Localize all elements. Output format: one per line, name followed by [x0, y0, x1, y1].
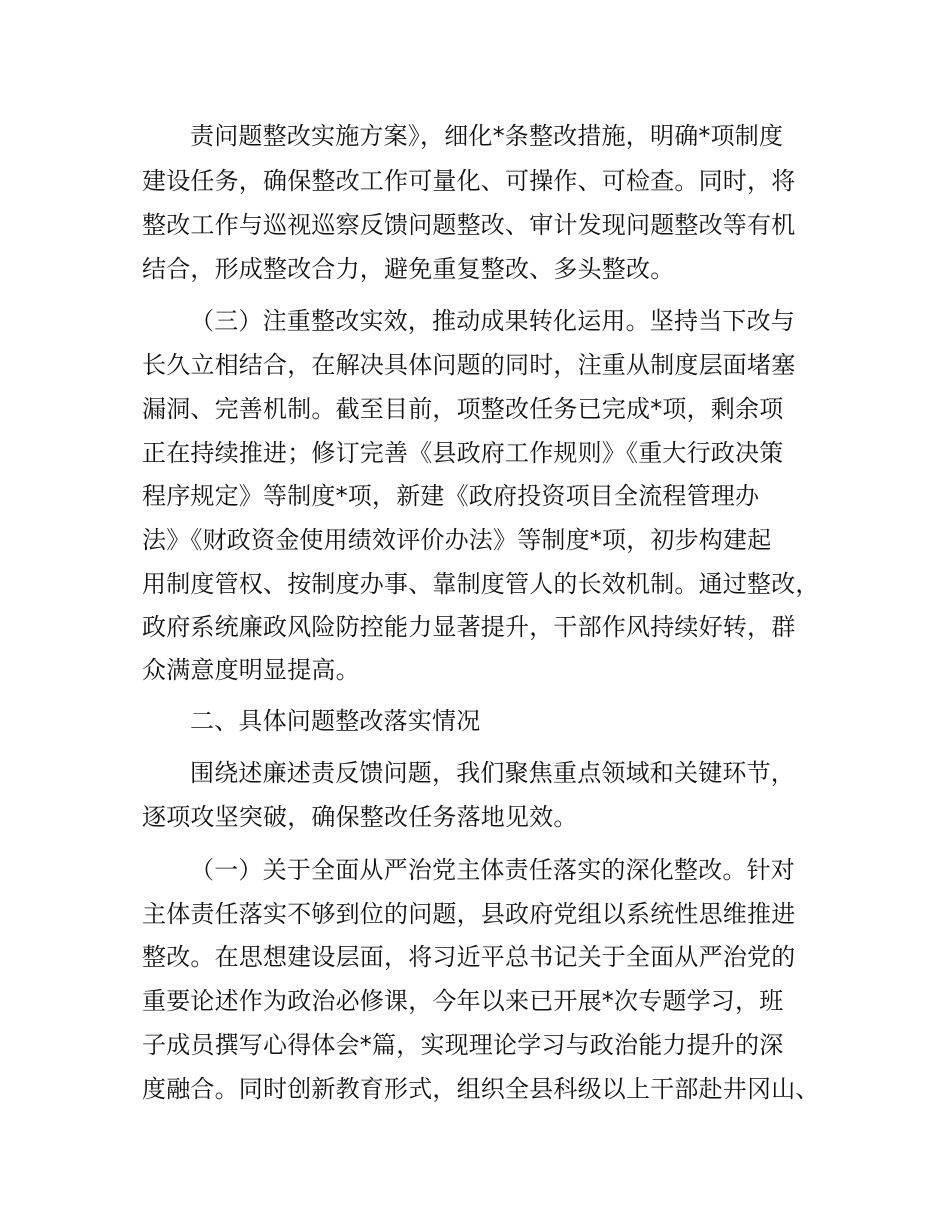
text-line: 用制度管权、按制度办事、靠制度管人的长效机制。通过整改， — [142, 570, 820, 598]
text-line: 结合，形成整改合力，避免重复整改、多头整改。 — [142, 255, 675, 283]
text-line: 度融合。同时创新教育形式，组织全县科级以上干部赴井冈山、 — [142, 1075, 820, 1103]
text-line: 责问题整改实施方案》，细化*条整改措施，明确*项制度 — [190, 122, 784, 150]
text-line: 围绕述廉述责反馈问题，我们聚焦重点领域和关键环节， — [190, 759, 795, 787]
text-line: 漏洞、完善机制。截至目前，项整改任务已完成*项，剩余项 — [142, 395, 784, 423]
text-line: 众满意度明显提高。 — [142, 656, 360, 684]
text-line: （一）关于全面从严治党主体责任落实的深化整改。针对 — [190, 856, 795, 884]
text-line: 重要论述作为政治必修课，今年以来已开展*次专题学习，班 — [142, 987, 784, 1015]
text-line: 正在持续推进；修订完善《县政府工作规则》《重大行政决策 — [142, 439, 784, 467]
text-line: 建设任务，确保整改工作可量化、可操作、可检查。同时，将 — [142, 167, 796, 195]
text-line: 法》《财政资金使用绩效评价办法》等制度*项，初步构建起 — [142, 526, 772, 554]
text-line: 程序规定》等制度*项，新建《政府投资项目全流程管理办 — [142, 482, 760, 510]
text-line: 整改工作与巡视巡察反馈问题整改、审计发现问题整改等有机 — [142, 211, 796, 239]
text-line: 长久立相结合，在解决具体问题的同时，注重从制度层面堵塞 — [142, 351, 796, 379]
section-heading: 二、具体问题整改落实情况 — [190, 707, 481, 735]
text-line: （三）注重整改实效，推动成果转化运用。坚持当下改与 — [190, 307, 795, 335]
text-line: 逐项攻坚突破，确保整改任务落地见效。 — [142, 803, 578, 831]
text-line: 整改。在思想建设层面，将习近平总书记关于全面从严治党的 — [142, 943, 796, 971]
text-line: 主体责任落实不够到位的问题，县政府党组以系统性思维推进 — [142, 900, 796, 928]
text-line: 子成员撰写心得体会*篇，实现理论学习与政治能力提升的深 — [142, 1031, 784, 1059]
text-line: 政府系统廉政风险防控能力显著提升，干部作风持续好转，群 — [142, 613, 796, 641]
